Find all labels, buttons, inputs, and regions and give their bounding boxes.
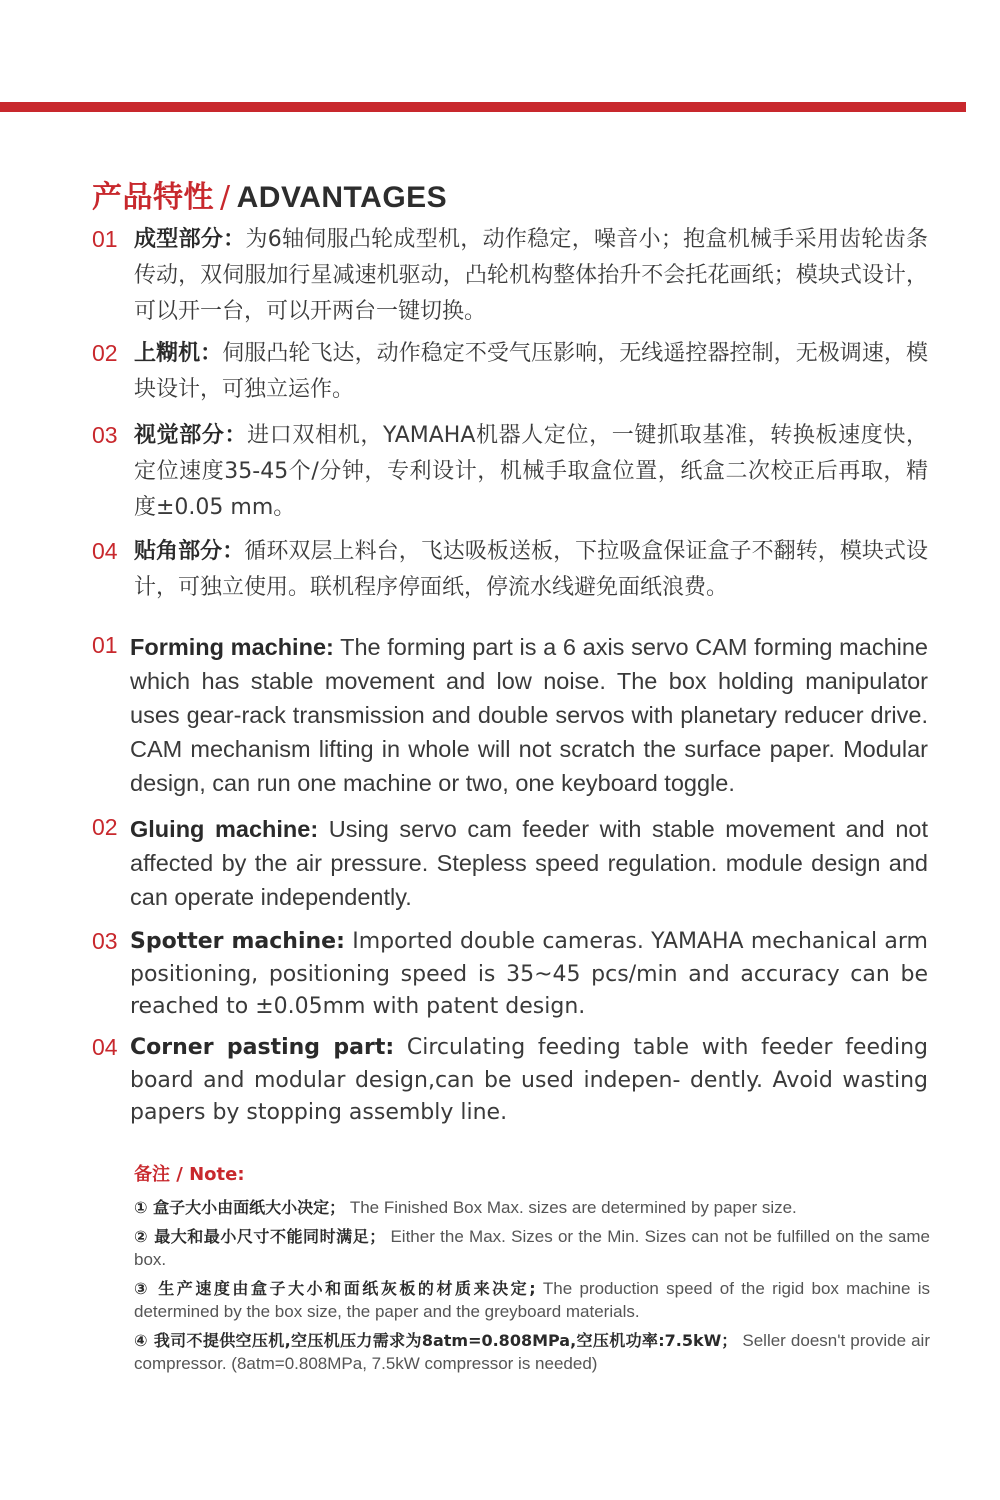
- zh-item-2: [92, 336, 928, 408]
- top-accent-bar: [0, 102, 966, 112]
- item-text: Imported double cameras. YAMAHA mechanical arm positioning, positioning speed is 35~45 pcs/min and accuracy can be reached to ±0.05mm with patent design.: [130, 929, 928, 1019]
- item-text: Circulating feeding table with feeder feeding board and modular design,can be used indepen- dently. Avoid wasting papers by stopping assembly line.: [130, 1035, 928, 1125]
- zh-item-4: [92, 534, 928, 606]
- note-zh: ② 最大和最小尺寸不能同时满足；: [134, 1227, 386, 1246]
- item-number: 04: [92, 538, 118, 564]
- note-en: The Finished Box Max. sizes are determined by paper size.: [345, 1198, 797, 1217]
- note-en: Seller doesn't provide air compressor. (8atm=0.808MPa, 7.5kW compressor is needed): [134, 1331, 930, 1373]
- item-title: Gluing machine:: [130, 816, 319, 842]
- item-text: 伺服凸轮飞达，动作稳定不受气压影响，无线遥控器控制，无极调速，模块设计，可独立运作。: [134, 341, 928, 402]
- en-item-4: [92, 1032, 928, 1130]
- zh-item-3: [92, 418, 928, 526]
- item-number: 02: [92, 340, 118, 366]
- en-item-3: [92, 926, 928, 1024]
- note-item-1: [134, 1196, 930, 1219]
- item-number: 01: [92, 226, 118, 252]
- item-number: 01: [92, 632, 118, 658]
- note-item-3: [134, 1277, 930, 1323]
- notes-section: [134, 1160, 930, 1381]
- notes-title: 备注 / Note:: [134, 1164, 245, 1185]
- item-text: The forming part is a 6 axis servo CAM forming machine which has stable movement and low noise. The box holding manipulator uses gear-rack transmission and double servos with planetary reducer drive. CAM mechanism lifting in whole will not scratch the surface paper. Modular design, can run one machine or two, one keyboard toggle.: [130, 634, 929, 796]
- note-zh: ③ 生产速度由盒子大小和面纸灰板的材质来决定;: [134, 1279, 536, 1298]
- item-number: 02: [92, 814, 118, 840]
- note-zh: ④ 我司不提供空压机,空压机压力需求为8atm=0.808MPa,空压机功率:7.5kW；: [134, 1331, 738, 1350]
- note-item-2: [134, 1225, 930, 1271]
- note-en: Either the Max. Sizes or the Min. Sizes can not be fulfilled on the same box.: [134, 1227, 930, 1269]
- item-title: Corner pasting part:: [130, 1035, 395, 1060]
- item-title: 上糊机：: [134, 341, 223, 366]
- item-text: Using servo cam feeder with stable movement and not affected by the air pressure. Stepless speed regulation. module design and can operate independently.: [130, 816, 928, 910]
- item-number: 03: [92, 928, 118, 954]
- item-text: 为6轴伺服凸轮成型机，动作稳定，噪音小；抱盒机械手采用齿轮齿条传动，双伺服加行星减速机驱动，凸轮机构整体抬升不会托花画纸；模块式设计，可以开一台，可以开两台一键切换。: [134, 227, 928, 324]
- item-title: 视觉部分：: [134, 423, 248, 448]
- item-title: Spotter machine:: [130, 929, 345, 954]
- note-zh: ① 盒子大小由面纸大小决定；: [134, 1198, 346, 1217]
- title-zh: 产品特性: [92, 180, 214, 215]
- note-item-4: [134, 1329, 930, 1375]
- en-item-1: [92, 630, 928, 800]
- en-item-2: [92, 812, 928, 914]
- item-text: 循环双层上料台，飞达吸板送板，下拉吸盒保证盒子不翻转，模块式设计，可独立使用。联机程序停面纸，停流水线避免面纸浪费。: [134, 539, 928, 600]
- item-number: 04: [92, 1034, 118, 1060]
- note-en: The production speed of the rigid box machine is determined by the box size, the paper and the greyboard materials.: [134, 1279, 930, 1321]
- item-title: Forming machine:: [130, 634, 334, 660]
- item-title: 成型部分：: [134, 227, 246, 252]
- title-separator: /: [220, 180, 231, 215]
- page-title: [92, 172, 447, 216]
- zh-item-1: [92, 222, 928, 330]
- title-en: ADVANTAGES: [236, 181, 448, 214]
- item-number: 03: [92, 422, 118, 448]
- item-text: 进口双相机，YAMAHA机器人定位，一键抓取基准，转换板速度快，定位速度35-45个/分钟，专利设计，机械手取盒位置，纸盒二次校正后再取，精度±0.05 mm。: [134, 423, 928, 520]
- item-title: 贴角部分：: [134, 539, 245, 564]
